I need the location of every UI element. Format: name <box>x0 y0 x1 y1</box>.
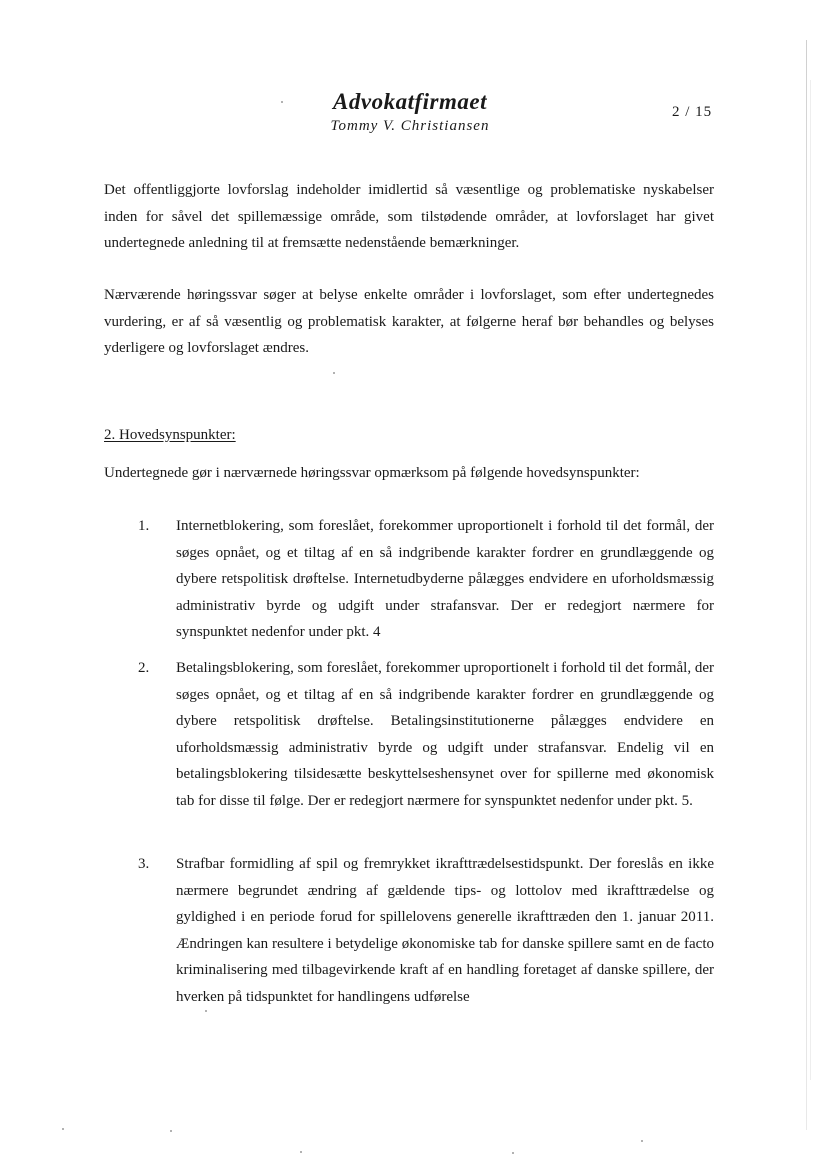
scan-speck <box>170 1130 172 1132</box>
scan-edge-line <box>806 40 807 1130</box>
list-item-number: 1. <box>138 518 150 534</box>
scan-speck <box>281 101 283 103</box>
list-item-number: 3. <box>138 856 150 872</box>
firm-person: Tommy V. Christiansen <box>330 118 490 134</box>
paragraph-2: Nærværende høringssvar søger at belyse enkelte områder i lovforslaget, som efter undertegnedes vurdering, er af så væsentlig og problematisk karakter, at følgerne heraf bør behandles og belyses yderligere og lovforslaget ændres. <box>104 287 714 356</box>
page-number: 2 / 15 <box>672 104 713 120</box>
scan-speck <box>512 1152 514 1154</box>
list-item-text: Betalingsblokering, som foreslået, forekommer uproportionelt i forhold til det formål, der søges opnået, og et tiltag af en så indgribende karakter fordrer en grundlæggende og dybere retspolitisk drøftelse. Betalingsinstitutionerne pålægges endvidere en uforholdsmæssig administrativ byrde og udgift under strafansvar. Endelig vil en betalingsblokering tilsidesætte beskyttelseshensynet over for spillerne med økonomisk tab for disse til følge. Der er redegjort nærmere for synspunktet nedenfor under pkt. 5. <box>176 660 714 809</box>
scan-speck <box>333 372 335 374</box>
scan-edge-line-faint <box>810 80 811 1080</box>
firm-name: Advokatfirmaet <box>333 89 487 114</box>
scan-speck <box>62 1128 64 1130</box>
section-heading: 2. Hovedsynspunkter: <box>104 427 236 443</box>
list-item-number: 2. <box>138 660 150 676</box>
scan-speck <box>300 1151 302 1153</box>
list-item-text: Internetblokering, som foreslået, forekommer uproportionelt i forhold til det formål, der søges opnået, og et tiltag af en så indgribende karakter fordrer en grundlæggende og dybere retspolitisk drøftelse. Internetudbyderne pålægges endvidere en uforholdsmæssig administrativ byrde og udgift under strafansvar. Der er redegjort nærmere for synspunktet nedenfor under pkt. 4 <box>176 518 714 640</box>
scan-speck <box>641 1140 643 1142</box>
letterhead <box>250 88 570 136</box>
list-item-text: Strafbar formidling af spil og fremrykket ikrafttrædelsestidspunkt. Der foreslås en ikke nærmere begrundet ændring af gældende tips- og lottolov med ikrafttrædelse og gyldighed i en periode forud for spillelovens generelle ikrafttræden den 1. januar 2011. Ændringen kan resultere i betydelige økonomiske tab for danske spillere samt en de facto kriminalisering med tilbagevirkende kraft af en handling foretaget af danske spillere, der hverken på tidspunktet for handlingens udførelse <box>176 856 714 1005</box>
section-intro: Undertegnede gør i nærværnede høringssvar opmærksom på følgende hovedsynspunkter: <box>104 465 640 481</box>
paragraph-1: Det offentliggjorte lovforslag indeholder imidlertid så væsentlige og problematiske nyskabelser inden for såvel det spillemæssige område, som tilstødende områder, at lovforslaget har givet undertegnede anledning til at fremsætte nedenstående bemærkninger. <box>104 182 714 251</box>
scan-speck <box>205 1010 207 1012</box>
